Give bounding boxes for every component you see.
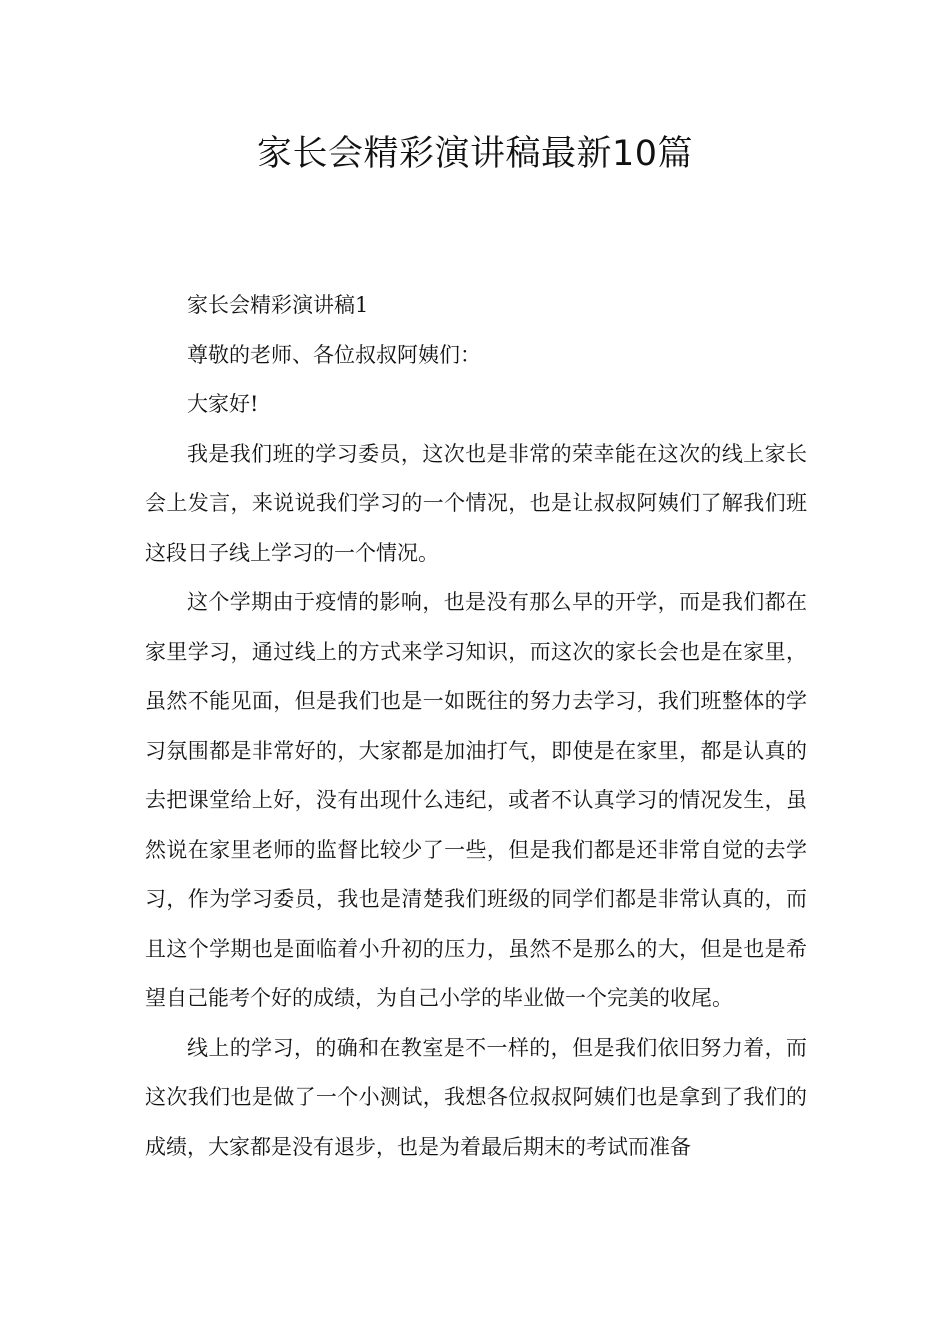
section-heading: 家长会精彩演讲稿1 (187, 293, 369, 317)
body-paragraph: 这个学期由于疫情的影响，也是没有那么早的开学，而是我们都在家里学习，通过线上的方式来学习知识，而这次的家长会也是在家里，虽然不能见面，但是我们也是一如既往的努力去学习，我们班整体的学习氛围都是非常好的，大家都是加油打气，即使是在家里，都是认真的去把课堂给上好，没有出现什么违纪，或者不认真学习的情况发生，虽然说在家里老师的监督比较少了一些，但是我们都是还非常自觉的去学习，作为学习委员，我也是清楚我们班级的同学们都是非常认真的，而且这个学期也是面临着小升初的压力，虽然不是那么的大，但是也是希望自己能考个好的成绩，为自己小学的毕业做一个完美的收尾。 (145, 590, 807, 1010)
salutation: 尊敬的老师、各位叔叔阿姨们： (187, 342, 481, 367)
document-title: 家长会精彩演讲稿最新10篇 (256, 134, 694, 174)
body-paragraph: 我是我们班的学习委员，这次也是非常的荣幸能在这次的线上家长会上发言，来说说我们学习的一个情况，也是让叔叔阿姨们了解我们班这段日子线上学习的一个情况。 (145, 441, 807, 565)
greeting: 大家好! (187, 392, 259, 416)
body-paragraph: 线上的学习，的确和在教室是不一样的，但是我们依旧努力着，而这次我们也是做了一个小测试，我想各位叔叔阿姨们也是拿到了我们的成绩，大家都是没有退步，也是为着最后期末的考试而准备 (145, 1035, 807, 1159)
document-body (145, 281, 807, 1172)
